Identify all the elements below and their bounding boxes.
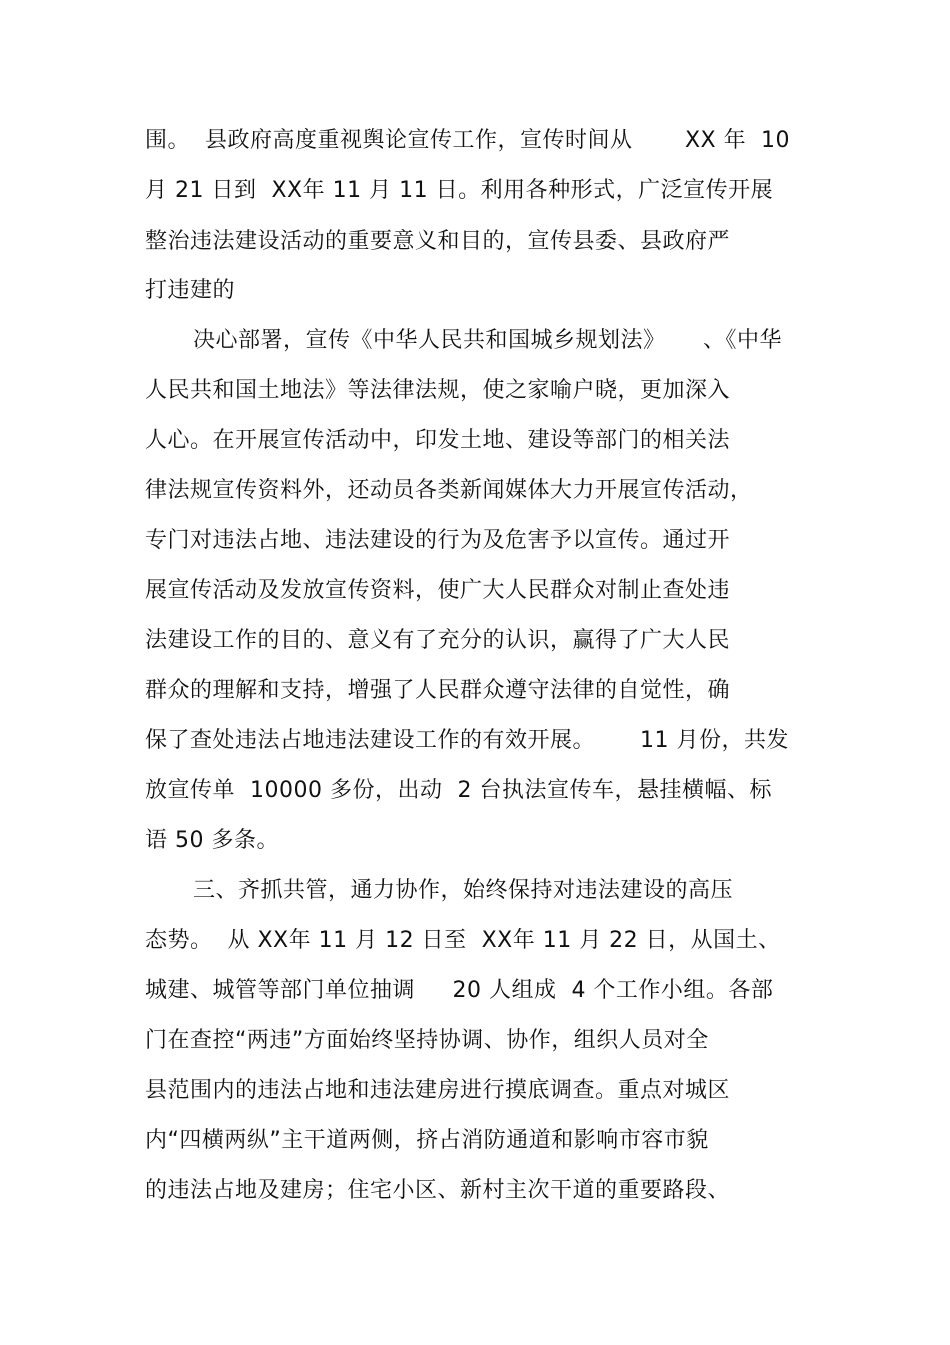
text-line: 法建设工作的目的、意义有了充分的认识，赢得了广大人民 xyxy=(145,628,731,653)
text-line: 县范围内的违法占地和违法建房进行摸底调查。重点对城区 xyxy=(145,1078,731,1103)
text-line: 围。 县政府高度重视舆论宣传工作，宣传时间从 XX 年 10 xyxy=(145,128,791,153)
text-line: 整治违法建设活动的重要意义和目的，宣传县委、县政府严 xyxy=(145,229,731,254)
text-line: 专门对违法占地、违法建设的行为及危害予以宣传。通过开 xyxy=(145,528,731,553)
text-line: 城建、城管等部门单位抽调 20 人组成 4 个工作小组。各部 xyxy=(145,978,774,1003)
text-line: 人民共和国土地法》等法律法规，使之家喻户晓，更加深入 xyxy=(145,378,731,403)
text-line: 打违建的 xyxy=(145,278,236,303)
section-heading: 三、齐抓共管，通力协作，始终保持对违法建设的高压 xyxy=(193,878,734,903)
text-line: 放宣传单 10000 多份，出动 2 台执法宣传车，悬挂横幅、标 xyxy=(145,778,772,803)
text-line: 人心。在开展宣传活动中，印发土地、建设等部门的相关法 xyxy=(145,428,731,453)
text-line: 态势。 从 XX年 11 月 12 日至 XX年 11 月 22 日，从国土、 xyxy=(145,928,781,953)
paragraph-first-line: 决心部署，宣传《中华人民共和国城乡规划法》 、《中华 xyxy=(193,328,782,353)
text-line: 内“四横两纵”主干道两侧，挤占消防通道和影响市容市貌 xyxy=(145,1128,709,1153)
text-line: 的违法占地及建房；住宅小区、新村主次干道的重要路段、 xyxy=(145,1178,731,1203)
text-line: 门在查控“两违”方面始终坚持协调、协作，组织人员对全 xyxy=(145,1028,709,1053)
text-line: 展宣传活动及发放宣传资料，使广大人民群众对制止查处违 xyxy=(145,578,731,603)
text-line: 保了查处违法占地违法建设工作的有效开展。 11 月份，共发 xyxy=(145,728,789,753)
text-line: 月 21 日到 XX年 11 月 11 日。利用各种形式，广泛宣传开展 xyxy=(145,178,774,203)
text-line: 群众的理解和支持，增强了人民群众遵守法律的自觉性，确 xyxy=(145,678,731,703)
text-line: 律法规宣传资料外，还动员各类新闻媒体大力开展宣传活动， xyxy=(145,478,753,503)
text-line: 语 50 多条。 xyxy=(145,828,279,853)
